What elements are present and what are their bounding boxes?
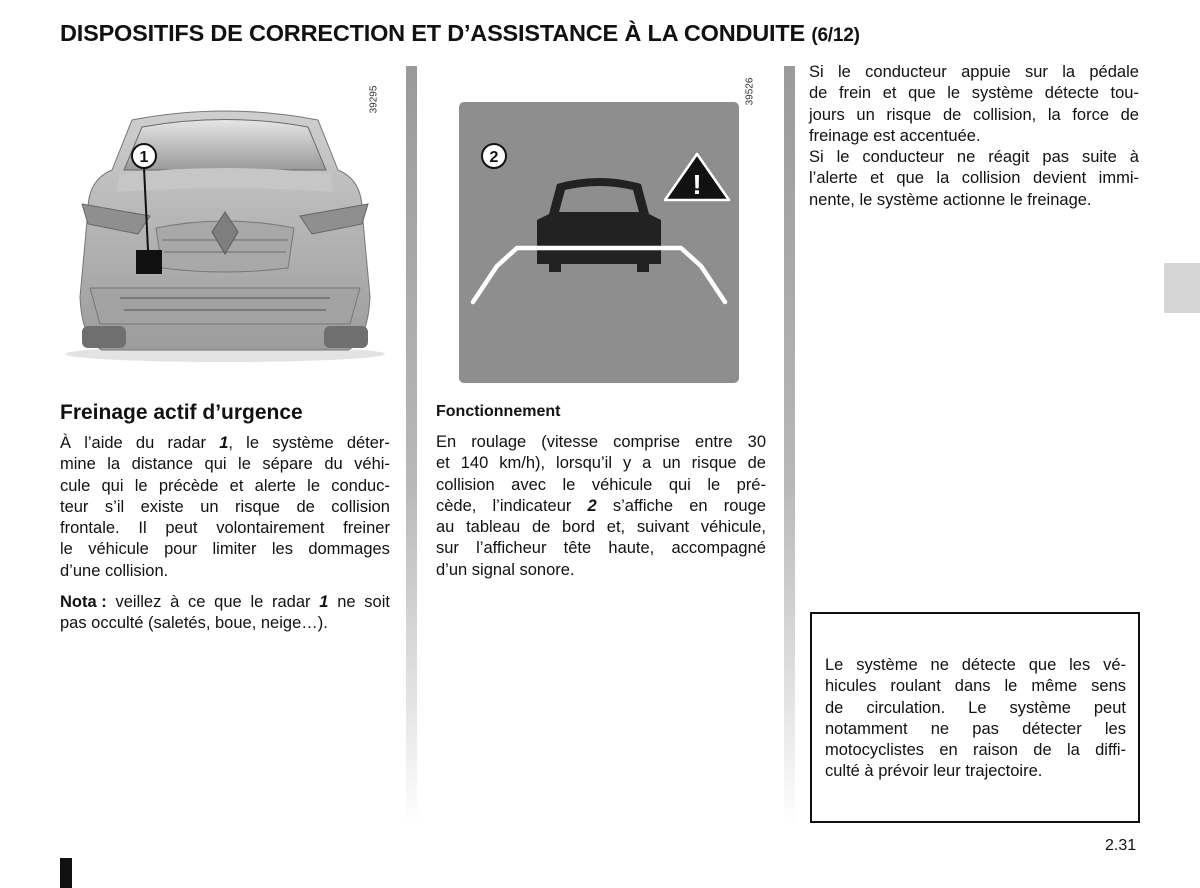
- word: le: [134, 476, 148, 495]
- word: détecter: [1022, 719, 1082, 738]
- word: soit: [364, 593, 390, 611]
- note-paragraph: [60, 592, 390, 635]
- notice-box: [810, 612, 1140, 823]
- word: immi-: [1098, 169, 1139, 188]
- word: de: [1120, 105, 1139, 124]
- chapter-tab: [1164, 263, 1200, 313]
- word: détecte: [1044, 84, 1099, 103]
- word: ne: [930, 656, 949, 674]
- word: tableau: [466, 518, 521, 537]
- word: jours: [809, 105, 845, 124]
- text-line: [60, 476, 390, 497]
- word: (vitesse: [541, 433, 599, 451]
- word: sur: [436, 539, 459, 558]
- word: notamment: [825, 719, 908, 738]
- text-line: [825, 698, 1126, 719]
- word: en: [939, 741, 958, 760]
- word: risque: [235, 497, 280, 516]
- word: avec: [511, 475, 547, 494]
- word: hicules: [825, 677, 877, 696]
- text-line: [809, 126, 1139, 147]
- word: de: [1033, 741, 1052, 760]
- warning-glyph: !: [692, 169, 702, 200]
- word: alerte: [254, 476, 296, 495]
- column-divider-right: [784, 66, 795, 826]
- title-text: DISPOSITIFS DE CORRECTION ET D’ASSISTANCE À LA CONDUITE: [60, 20, 805, 46]
- text-line: [436, 517, 766, 538]
- word: véhicule: [591, 475, 653, 494]
- word: freiner: [343, 519, 390, 538]
- word: Nota :: [60, 593, 107, 611]
- word: collision: [961, 169, 1021, 188]
- word: a: [642, 454, 652, 473]
- radar-sensor: [136, 250, 162, 274]
- word: les: [271, 540, 293, 559]
- text-line: [436, 475, 766, 496]
- word: qui: [101, 476, 124, 495]
- word: de: [809, 84, 828, 103]
- word: diffi-: [1095, 741, 1126, 760]
- word: que: [214, 593, 242, 611]
- word: le: [246, 434, 259, 452]
- word: bord: [562, 518, 596, 537]
- word: dans: [954, 677, 991, 696]
- word: cule: [60, 476, 91, 495]
- text-line: [809, 62, 1139, 83]
- word: tête: [563, 539, 592, 558]
- word: accompagné: [671, 539, 766, 558]
- word: que: [908, 84, 936, 103]
- text-line: [60, 497, 390, 518]
- text-line: [809, 168, 1139, 189]
- word: 1: [319, 593, 329, 611]
- word: y: [622, 454, 632, 473]
- figure-collision-warning: [459, 102, 739, 383]
- word: force: [1072, 105, 1109, 124]
- word: la: [1047, 105, 1061, 124]
- word: comprise: [613, 433, 681, 451]
- page-number: 2.31: [1105, 837, 1137, 854]
- word: véhicule,: [700, 518, 766, 537]
- word: que: [1028, 656, 1057, 674]
- word: le: [60, 540, 73, 559]
- word: le: [250, 593, 264, 611]
- text-line: [809, 105, 1139, 126]
- word: sépare: [262, 455, 313, 474]
- word: À: [60, 434, 72, 452]
- word: véhicule: [88, 540, 149, 559]
- figure-warning-id: 39526: [744, 77, 756, 106]
- word: rouge: [723, 496, 766, 515]
- word: système: [1009, 698, 1071, 717]
- word: et: [882, 84, 897, 103]
- word: le: [707, 475, 721, 494]
- word: pour: [164, 540, 198, 559]
- text-line: [60, 518, 390, 539]
- word: le: [562, 475, 576, 494]
- callout-1-label: 1: [139, 149, 149, 166]
- word: les: [1069, 656, 1091, 674]
- word: le: [836, 148, 850, 167]
- word: distance: [131, 455, 194, 474]
- word: le: [947, 84, 961, 103]
- text-line: [60, 433, 390, 454]
- word: entre: [695, 433, 733, 451]
- word: d’un signal sonore.: [436, 560, 575, 579]
- text-line: [436, 538, 766, 559]
- word: Si: [809, 63, 824, 81]
- word: s’il: [104, 497, 125, 516]
- figure-car-front: [62, 92, 388, 372]
- word: limiter: [212, 540, 257, 559]
- word: de: [747, 454, 766, 473]
- word: volontairement: [216, 519, 325, 538]
- word: frontale.: [60, 519, 120, 538]
- word: motocyclistes: [825, 741, 925, 760]
- word: freinage est accentuée.: [809, 126, 981, 145]
- word: le: [1004, 677, 1018, 696]
- word: système: [272, 434, 334, 452]
- word: de: [942, 105, 962, 124]
- word: peut: [165, 519, 198, 538]
- word: pré-: [736, 475, 766, 494]
- text-line: [825, 655, 1126, 676]
- word: du: [135, 434, 155, 452]
- text-line: [825, 740, 1126, 761]
- word: Il: [138, 519, 147, 538]
- sub-heading: Fonctionnement: [436, 403, 561, 420]
- text-line: [60, 539, 390, 560]
- word: nente, le système actionne le freinage.: [809, 190, 1092, 209]
- word: vé-: [1103, 656, 1126, 674]
- text-line: [60, 592, 390, 613]
- word: cède,: [436, 496, 477, 515]
- text-line: [436, 496, 766, 517]
- word: précède: [158, 476, 219, 495]
- word: la: [1066, 741, 1080, 760]
- word: collision: [331, 497, 390, 516]
- word: un: [856, 105, 875, 124]
- word: roulage: [471, 433, 527, 451]
- left-paragraph: [60, 433, 390, 582]
- word: frein: [838, 84, 872, 103]
- word: circulation.: [866, 698, 946, 717]
- word: risque: [886, 105, 932, 124]
- text-line: [809, 190, 1139, 211]
- word: qui: [668, 475, 691, 494]
- word: pas: [972, 719, 999, 738]
- page-ref: (6/12): [811, 25, 860, 46]
- figure-car-id: 39295: [368, 85, 380, 114]
- word: les: [1104, 719, 1126, 738]
- word: l’alerte: [809, 169, 858, 188]
- word: mine: [60, 455, 96, 474]
- word: collision: [436, 475, 495, 494]
- word: d’une collision.: [60, 561, 169, 580]
- word: que: [896, 169, 924, 188]
- word: système: [971, 84, 1034, 103]
- word: ne: [956, 148, 976, 167]
- word: conduc-: [331, 476, 390, 495]
- word: roulant: [890, 677, 941, 696]
- word: sens: [1091, 677, 1126, 696]
- word: déter-: [346, 434, 390, 452]
- word: qui: [204, 455, 227, 474]
- text-line: [809, 147, 1139, 168]
- word: en: [689, 496, 708, 515]
- word: suivant: [636, 518, 690, 537]
- word: tou-: [1110, 84, 1139, 103]
- word: l’afficheur: [476, 539, 547, 558]
- word: haute,: [608, 539, 655, 558]
- word: Si: [809, 148, 824, 167]
- word: En: [436, 433, 457, 451]
- word: réagit: [988, 148, 1030, 167]
- text-line: [436, 432, 766, 453]
- page-title: [60, 20, 860, 47]
- word: la: [936, 169, 950, 188]
- middle-paragraph: [436, 432, 766, 581]
- word: suite: [1081, 148, 1117, 167]
- word: pas occulté (saletés, boue, neige…).: [60, 614, 328, 633]
- word: et: [436, 454, 450, 473]
- word: de: [531, 518, 551, 537]
- callout-2-label: 2: [489, 149, 499, 166]
- word: raison: [973, 741, 1018, 760]
- text-line: [825, 676, 1126, 697]
- word: détecte: [961, 656, 1016, 674]
- word: véhi-: [354, 455, 390, 474]
- word: la: [1062, 63, 1076, 81]
- section-heading: Freinage actif d’urgence: [60, 401, 303, 424]
- word: au: [436, 518, 455, 537]
- word: appuie: [961, 63, 1011, 81]
- word: culté à prévoir leur trajectoire.: [825, 762, 1043, 781]
- column-divider-left: [406, 66, 417, 826]
- text-line: [825, 761, 1126, 782]
- word: conducteur: [862, 148, 944, 167]
- word: même: [1031, 677, 1078, 696]
- text-line: [60, 613, 390, 634]
- notice-paragraph: [825, 655, 1126, 783]
- wheel-right: [324, 326, 368, 348]
- word: dommages: [308, 540, 390, 559]
- right-paragraph: [809, 62, 1139, 211]
- word: lorsqu’il: [556, 454, 612, 473]
- word: du: [324, 455, 343, 474]
- word: sur: [1024, 63, 1048, 81]
- word: un: [200, 497, 219, 516]
- corner-mark: [60, 858, 72, 888]
- word: la: [107, 455, 121, 474]
- word: 2: [587, 496, 597, 515]
- word: l’aide: [84, 434, 123, 452]
- text-line: [825, 719, 1126, 740]
- word: le: [837, 63, 851, 81]
- word: teur: [60, 497, 89, 516]
- word: 140: [460, 454, 489, 473]
- word: de: [296, 497, 315, 516]
- wheel-left: [82, 326, 126, 348]
- word: existe: [140, 497, 184, 516]
- lower-bumper: [90, 288, 360, 324]
- word: pas: [1042, 148, 1070, 167]
- word: risque: [691, 454, 737, 473]
- word: et: [229, 476, 244, 495]
- word: ne: [930, 719, 950, 738]
- word: Le: [968, 698, 987, 717]
- word: 1,: [219, 434, 233, 452]
- word: ce: [188, 593, 206, 611]
- word: un: [662, 454, 681, 473]
- word: collision,: [972, 105, 1037, 124]
- word: et,: [606, 518, 626, 537]
- word: radar: [272, 593, 311, 611]
- word: conducteur: [865, 63, 947, 81]
- text-line: [809, 83, 1139, 104]
- word: et: [870, 169, 884, 188]
- word: système: [856, 656, 918, 674]
- word: l’indicateur: [492, 496, 572, 515]
- word: 30: [747, 433, 766, 451]
- word: Le: [825, 656, 844, 674]
- word: km/h),: [499, 454, 546, 473]
- text-line: [60, 454, 390, 475]
- text-line: [436, 453, 766, 474]
- word: à: [170, 593, 180, 611]
- word: le: [307, 476, 320, 495]
- word: veillez: [115, 593, 162, 611]
- text-line: [60, 561, 390, 582]
- word: pédale: [1089, 63, 1139, 81]
- word: peut: [1093, 698, 1126, 717]
- word: ne: [337, 593, 356, 611]
- word: de: [825, 698, 844, 717]
- word: devient: [1032, 169, 1087, 188]
- word: s’affiche: [612, 496, 674, 515]
- text-line: [436, 560, 766, 581]
- word: radar: [167, 434, 206, 452]
- word: à: [1129, 148, 1139, 167]
- word: le: [238, 455, 251, 474]
